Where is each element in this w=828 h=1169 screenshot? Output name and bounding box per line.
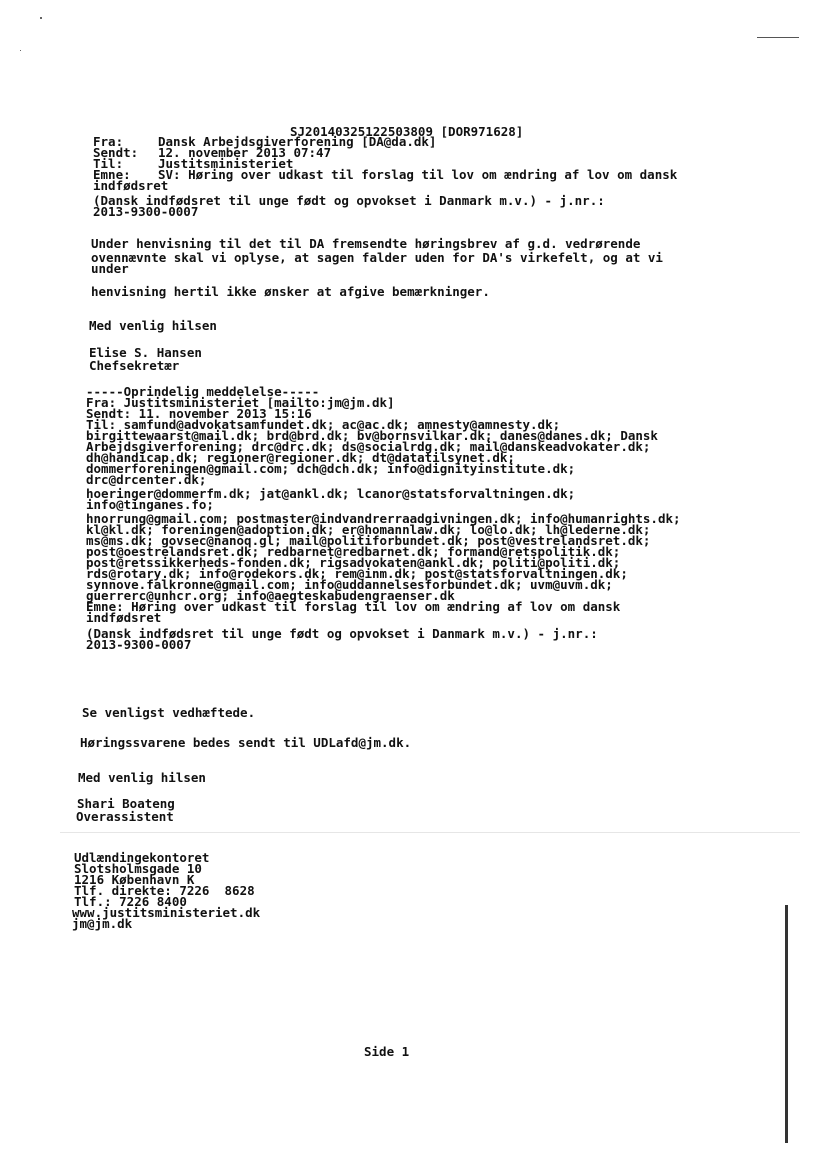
emne-label: Emne:	[93, 167, 131, 182]
signature-title: Chefsekretær	[89, 358, 180, 373]
address-line: Tlf.: 7226 8400	[74, 894, 187, 909]
recipient-line: info@tinganes.fo;	[86, 497, 214, 512]
emne-continuation: 2013-9300-0007	[93, 204, 199, 219]
fra-label: Fra:	[93, 134, 124, 149]
greeting: Med venlig hilsen	[89, 318, 217, 333]
original-signature-title: Overassistent	[76, 809, 174, 824]
document-id: SJ20140325122503809 [DOR971628]	[290, 124, 524, 139]
recipient-line: drc@drcenter.dk;	[86, 472, 207, 487]
address-line: jm@jm.dk	[72, 916, 133, 931]
recipient-line: dommerforeningen@gmail.com; dch@dch.dk; info@dignityinstitute.dk;	[86, 461, 576, 476]
scan-speck	[40, 17, 42, 19]
recipient-line: hoeringer@dommerfm.dk; jat@ankl.dk; lcanor@statsforvaltningen.dk;	[86, 486, 576, 501]
original-signature-name: Shari Boateng	[77, 796, 175, 811]
recipient-line: hnorrung@gmail.com; postmaster@indvandrerraadgivningen.dk; info@humanrights.dk;	[86, 511, 681, 526]
signature-name: Elise S. Hansen	[89, 345, 202, 360]
recipient-line: Til: samfund@advokatsamfundet.dk; ac@ac.dk; amnesty@amnesty.dk;	[86, 417, 561, 432]
body-line: under	[91, 261, 129, 276]
original-emne: Emne: Høring over udkast til forslag til lov om ændring af lov om dansk	[86, 599, 621, 614]
responses-to: Høringssvarene bedes sendt til UDLafd@jm.dk.	[80, 735, 412, 750]
body-line: henvisning hertil ikke ønsker at afgive bemærkninger.	[91, 284, 490, 299]
original-emne: (Dansk indfødsret til unge født og opvokset i Danmark m.v.) - j.nr.:	[86, 626, 598, 641]
body-line: Under henvisning til det til DA fremsendte høringsbrev af g.d. vedrørende	[91, 236, 641, 251]
original-greeting: Med venlig hilsen	[78, 770, 206, 785]
fra-value: Dansk Arbejdsgiverforening [DA@da.dk]	[158, 134, 437, 149]
emne-value: SV: Høring over udkast til forslag til lov om ændring af lov om dansk	[158, 167, 678, 182]
sendt-value: 12. november 2013 07:47	[158, 145, 332, 160]
recipient-line: synnove.falkronne@gmail.com; info@uddannelsesforbundet.dk; uvm@uvm.dk;	[86, 577, 613, 592]
scan-fold-line	[60, 832, 800, 833]
recipient-line: birgittewaarst@mail.dk; brd@brd.dk; bv@bornsvilkar.dk; danes@danes.dk; Dansk	[86, 428, 658, 443]
original-emne: 2013-9300-0007	[86, 637, 192, 652]
office-address	[72, 850, 261, 951]
address-line: Slotsholmsgade 10	[74, 861, 202, 876]
recipient-line: rds@rotary.dk; info@rodekors.dk; rem@inm.dk; post@statsforvaltningen.dk;	[86, 566, 628, 581]
address-line: Udlændingekontoret	[74, 850, 210, 865]
address-line: 1216 København K	[74, 872, 195, 887]
address-line: Tlf. direkte: 7226 8628	[74, 883, 255, 898]
recipient-line: Arbejdsgiverforening; drc@drc.dk; ds@socialrdg.dk; mail@danskeadvokater.dk;	[86, 439, 651, 454]
recipient-line: ms@ms.dk; govsec@nanoq.gl; mail@politiforbundet.dk; post@vestrelandsret.dk;	[86, 533, 651, 548]
recipient-line: kl@kl.dk; foreningen@adoption.dk; er@homannlaw.dk; lo@lo.dk; lh@lederne.dk;	[86, 522, 651, 537]
original-divider: -----Oprindelig meddelelse-----	[86, 384, 320, 399]
scan-edge-mark	[757, 37, 799, 38]
original-emne: indfødsret	[86, 610, 162, 625]
see-attached: Se venligst vedhæftede.	[82, 705, 256, 720]
emne-continuation: indfødsret	[93, 178, 169, 193]
body-line: ovennævnte skal vi oplyse, at sagen falder uden for DA's virkefelt, og at vi	[91, 250, 663, 265]
recipient-line: dh@handicap.dk; regioner@regioner.dk; dt@datatilsynet.dk;	[86, 450, 515, 465]
scan-edge-mark	[785, 905, 788, 1143]
recipient-line: post@retssikkerheds-fonden.dk; rigsadvokaten@ankl.dk; politi@politi.dk;	[86, 555, 621, 570]
til-label: Til:	[93, 156, 124, 171]
recipient-line: post@oestrelandsret.dk; redbarnet@redbarnet.dk; formand@retspolitik.dk;	[86, 544, 621, 559]
sendt-label: Sendt:	[93, 145, 139, 160]
recipient-line: guerrerc@unhcr.org; info@aegteskabudengraenser.dk	[86, 588, 455, 603]
scan-speck	[20, 50, 21, 51]
original-sendt: Sendt: 11. november 2013 15:16	[86, 406, 312, 421]
page-number: Side 1	[364, 1044, 410, 1059]
emne-continuation: (Dansk indfødsret til unge født og opvokset i Danmark m.v.) - j.nr.:	[93, 193, 605, 208]
address-line: www.justitsministeriet.dk	[72, 905, 261, 920]
original-fra: Fra: Justitsministeriet [mailto:jm@jm.dk]	[86, 395, 395, 410]
til-value: Justitsministeriet	[158, 156, 294, 171]
original-message	[86, 384, 681, 661]
reply-body	[91, 236, 663, 304]
